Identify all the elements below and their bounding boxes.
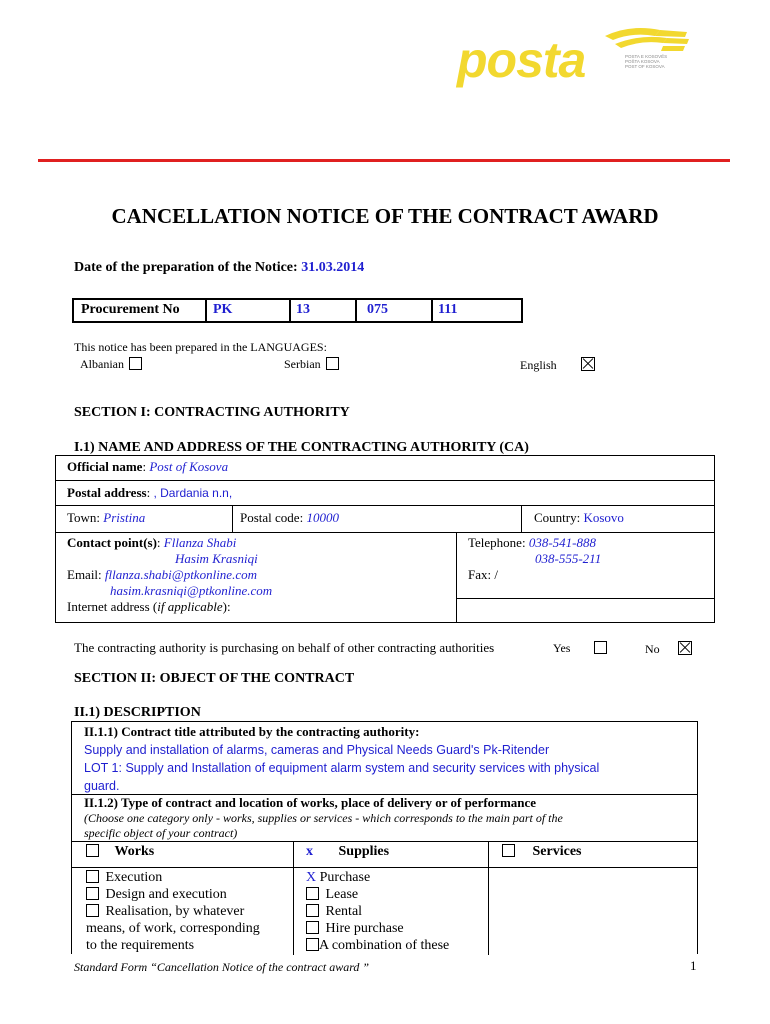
services-checkbox[interactable] — [502, 844, 515, 857]
postal-address-row: Postal address: , Dardania n.n, — [67, 485, 233, 500]
official-name-value: Post of Kosova — [149, 459, 229, 474]
country-cell: Country: Kosovo — [534, 510, 624, 525]
page-title: CANCELLATION NOTICE OF THE CONTRACT AWARD — [111, 204, 659, 228]
procurement-table — [72, 298, 523, 323]
section2-sub: II.1) DESCRIPTION — [74, 705, 201, 720]
supplies-item-purchase[interactable]: X Purchase — [306, 870, 371, 885]
email-cell: Email: fllanza.shabi@ptkonline.com hasim.krasniqi@ptkonline.com — [67, 567, 273, 598]
works-item[interactable]: Design and execution — [86, 886, 260, 903]
postal-code-cell: Postal code: 10000 — [240, 510, 339, 525]
procurement-part: 075 — [367, 302, 388, 317]
procurement-part: 13 — [296, 302, 310, 317]
logo-wordmark: posta — [457, 32, 586, 88]
supplies-item[interactable]: A combination of these — [306, 937, 449, 954]
procurement-label: Procurement No — [81, 302, 180, 317]
postal-address-value: , Dardania n.n, — [153, 486, 233, 500]
services-option[interactable]: Services — [502, 844, 581, 860]
page-number: 1 — [690, 958, 697, 973]
procurement-part: 111 — [438, 302, 458, 317]
section1-sub: I.1) NAME AND ADDRESS OF THE CONTRACTING AUTHORITY (CA) — [74, 440, 529, 455]
english-checkbox-checked[interactable] — [581, 357, 595, 371]
supplies-item[interactable]: Hire purchase — [306, 920, 449, 937]
fax-cell: Fax: / — [468, 567, 498, 582]
contract-type-hint: (Choose one category only - works, supplies or services - which corresponds to the main part of the specific object of your contract) — [84, 811, 563, 840]
behalf-yes[interactable]: Yes — [553, 641, 607, 656]
town-cell: Town: Pristina — [67, 510, 146, 525]
supplies-subitems — [306, 869, 449, 954]
behalf-no[interactable]: No — [645, 641, 692, 657]
contracting-authority-table — [55, 455, 715, 623]
preparation-date — [74, 260, 364, 276]
behalf-no-checkbox-checked[interactable] — [678, 641, 692, 655]
works-subitems: Execution Design and execution Realisation, by whatever means, of work, corresponding to the requirements — [86, 870, 260, 953]
section2-heading: SECTION II: OBJECT OF THE CONTRACT — [74, 671, 355, 686]
supplies-option[interactable]: x Supplies — [306, 844, 390, 859]
serbian-checkbox[interactable] — [326, 357, 339, 370]
telephone-cell: Telephone: 038-541-888 038-555-211 — [468, 535, 602, 566]
language-english[interactable]: English — [520, 357, 595, 373]
language-serbian[interactable]: Serbian — [284, 357, 339, 372]
contract-title-label: II.1.1) Contract title attributed by the contracting authority: — [84, 724, 420, 739]
languages-intro: This notice has been prepared in the LANGUAGES: — [74, 340, 327, 354]
behalf-text: The contracting authority is purchasing on behalf of other contracting authorities — [74, 640, 495, 655]
official-name-row: Official name: Post of Kosova — [67, 459, 229, 474]
footer-text: Standard Form “Cancellation Notice of the contract award ” — [74, 960, 370, 974]
object-table — [71, 721, 698, 954]
works-item[interactable]: Realisation, by whatever — [86, 903, 260, 920]
header-rule — [38, 159, 730, 162]
behalf-yes-checkbox[interactable] — [594, 641, 607, 654]
works-item[interactable]: Execution — [86, 869, 260, 886]
albanian-checkbox[interactable] — [129, 357, 142, 370]
logo-tagline: POSTA E KOSOVËS POŠTA KOSOVA POST OF KOSOVA — [625, 54, 668, 69]
contact-points-cell: Contact point(s): Fllanza Shabi Hasim Krasniqi — [67, 535, 258, 566]
logo — [455, 24, 695, 86]
internet-address-cell: Internet address (if applicable): — [67, 599, 231, 614]
works-option[interactable]: Works — [86, 844, 154, 860]
language-albanian[interactable]: Albanian — [80, 357, 142, 372]
date-value: 31.03.2014 — [301, 260, 365, 275]
contract-title-text: Supply and installation of alarms, cameras and Physical Needs Guard's Pk-Ritender LOT 1: Supply and Installation of equipment alarm system and security services with physical guard. — [84, 743, 600, 793]
supplies-mark: x — [306, 844, 313, 859]
date-label: Date of the preparation of the Notice: — [74, 260, 298, 275]
procurement-part: PK — [213, 302, 233, 317]
section1-heading: SECTION I: CONTRACTING AUTHORITY — [74, 405, 350, 420]
works-checkbox[interactable] — [86, 844, 99, 857]
supplies-item[interactable]: Rental — [306, 903, 449, 920]
contract-type-label: II.1.2) Type of contract and location of works, place of delivery or of performance — [84, 795, 537, 810]
supplies-item[interactable]: Lease — [306, 886, 449, 903]
